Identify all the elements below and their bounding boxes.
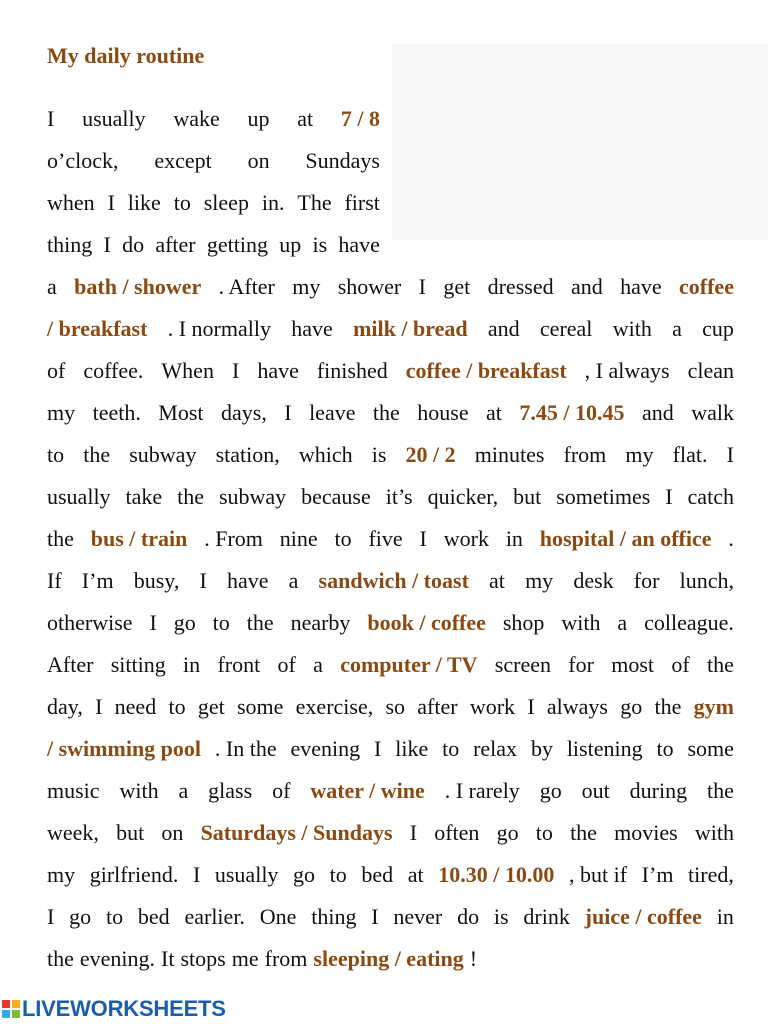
answer-option[interactable]: book / coffee: [367, 610, 486, 635]
text-word: I’m: [81, 568, 114, 593]
text-word: coffee.: [83, 358, 144, 383]
text-word: my: [625, 442, 654, 467]
text-word: flat.: [672, 442, 708, 467]
answer-option[interactable]: bus / train: [90, 526, 188, 551]
text-word: cereal: [539, 316, 593, 341]
text-word: I: [418, 274, 426, 299]
text-word: tired,: [688, 862, 734, 887]
text-word: in: [183, 652, 201, 677]
text-word: shop: [502, 610, 545, 635]
text-word: usually: [82, 106, 146, 131]
text-word: When: [161, 358, 214, 383]
text-word: get: [197, 694, 225, 719]
text-word: sometimes: [556, 484, 651, 509]
text-word: take: [125, 484, 163, 509]
answer-option[interactable]: 20 / 2: [405, 442, 456, 467]
text-word: I: [47, 904, 55, 929]
text-word: Sundays: [305, 148, 380, 173]
text-word: to: [47, 442, 65, 467]
text-line: [47, 103, 380, 135]
text-word: the: [654, 694, 682, 719]
text-word: colleague.: [644, 610, 734, 635]
text-line: [47, 565, 734, 597]
text-word: otherwise: [47, 610, 133, 635]
text-word: for: [568, 652, 594, 677]
text-word: nine: [279, 526, 318, 551]
text-word: listening: [566, 736, 643, 761]
text-word: with: [119, 778, 159, 803]
text-word: with: [694, 820, 734, 845]
text-word: at: [486, 400, 502, 425]
text-word: at: [407, 862, 424, 887]
text-word: glass: [208, 778, 253, 803]
text-word: the: [83, 442, 111, 467]
text-line: [47, 775, 734, 807]
text-word: my: [47, 862, 76, 887]
text-word: to: [168, 694, 186, 719]
text-word: the: [246, 610, 274, 635]
text-word: bed: [361, 862, 394, 887]
text-word: . I rarely: [444, 778, 520, 803]
text-word: I: [47, 106, 55, 131]
text-word: The: [297, 190, 332, 215]
text-word: have: [338, 232, 380, 257]
text-line: [47, 817, 734, 849]
answer-option[interactable]: / swimming pool: [47, 736, 202, 761]
text-word: I: [371, 904, 379, 929]
text-word: station,: [215, 442, 280, 467]
text-word: subway: [218, 484, 287, 509]
image-placeholder-box: [392, 44, 768, 240]
text-word: desk: [573, 568, 614, 593]
text-word: dressed: [487, 274, 554, 299]
text-word: I: [231, 358, 240, 383]
logo-icon: [2, 1000, 20, 1018]
text-word: girlfriend.: [89, 862, 179, 887]
text-word: with: [561, 610, 601, 635]
text-word: days,: [221, 400, 267, 425]
text-word: drink: [523, 904, 570, 929]
text-word: week,: [47, 820, 99, 845]
text-word: except: [154, 148, 212, 173]
text-word: the: [706, 652, 734, 677]
text-line: [47, 481, 734, 513]
text-word: I: [107, 190, 115, 215]
text-word: have: [226, 568, 269, 593]
text-line: [47, 271, 734, 303]
text-word: a: [313, 652, 323, 677]
text-word: go: [293, 862, 316, 887]
text-word: nearby: [290, 610, 351, 635]
text-word: but: [513, 484, 542, 509]
text-word: up: [247, 106, 270, 131]
text-word: the: [47, 946, 74, 971]
text-word: o’clock,: [47, 148, 119, 173]
text-word: the: [47, 526, 74, 551]
text-word: the: [177, 484, 205, 509]
text-word: of: [277, 652, 296, 677]
answer-option[interactable]: 7 / 8: [340, 106, 380, 131]
text-word: .: [728, 526, 734, 551]
text-word: out: [581, 778, 610, 803]
answer-option[interactable]: / breakfast: [47, 316, 148, 341]
text-word: thing: [311, 904, 357, 929]
text-word: a: [617, 610, 628, 635]
answer-option[interactable]: hospital / an office: [539, 526, 712, 551]
text-word: I: [149, 610, 157, 635]
text-word: after: [155, 232, 196, 257]
text-word: need: [114, 694, 157, 719]
answer-option[interactable]: gym: [693, 694, 734, 719]
text-word: getting: [206, 232, 268, 257]
text-word: bed: [137, 904, 170, 929]
text-word: is: [493, 904, 509, 929]
text-word: leave: [309, 400, 356, 425]
text-word: of: [47, 358, 66, 383]
text-line: [47, 733, 734, 765]
text-word: for: [633, 568, 660, 593]
text-word: in.: [261, 190, 285, 215]
answer-option[interactable]: water / wine: [310, 778, 425, 803]
text-word: relax: [473, 736, 518, 761]
text-word: the: [707, 778, 734, 803]
text-word: at: [489, 568, 505, 593]
text-line: [47, 355, 734, 387]
text-word: first: [344, 190, 380, 215]
answer-option[interactable]: 7.45 / 10.45: [519, 400, 625, 425]
text-word: a: [288, 568, 299, 593]
text-word: I: [409, 820, 418, 845]
text-word: at: [297, 106, 314, 131]
text-word: during: [629, 778, 688, 803]
text-line: [47, 145, 380, 177]
text-line: [47, 187, 380, 219]
text-word: with: [612, 316, 652, 341]
text-word: in: [505, 526, 523, 551]
text-word: Most: [158, 400, 204, 425]
text-word: the: [570, 820, 597, 845]
text-word: go: [69, 904, 92, 929]
text-word: have: [257, 358, 299, 383]
text-word: go: [620, 694, 643, 719]
text-word: five: [368, 526, 403, 551]
text-word: subway: [129, 442, 197, 467]
text-word: I: [527, 694, 535, 719]
text-word: quicker,: [427, 484, 499, 509]
text-word: the: [372, 400, 400, 425]
text-word: have: [291, 316, 333, 341]
text-word: to: [105, 904, 124, 929]
text-word: exercise,: [295, 694, 374, 719]
text-word: I: [95, 694, 103, 719]
text-word: house: [417, 400, 469, 425]
text-word: go: [496, 820, 519, 845]
text-word: I: [192, 862, 201, 887]
text-word: . From: [204, 526, 263, 551]
text-word: shower: [337, 274, 402, 299]
text-word: my: [292, 274, 321, 299]
page-title: My daily routine: [47, 43, 205, 68]
text-word: never: [393, 904, 443, 929]
text-word: from: [264, 946, 308, 971]
text-word: cup: [702, 316, 734, 341]
text-word: stops: [180, 946, 226, 971]
text-word: go: [539, 778, 562, 803]
text-word: sleep: [203, 190, 249, 215]
text-word: and: [570, 274, 603, 299]
text-word: screen: [494, 652, 551, 677]
text-word: movies: [614, 820, 678, 845]
text-word: to: [329, 862, 347, 887]
logo-text: LIVEWORKSHEETS: [22, 996, 226, 1021]
text-word: my: [525, 568, 554, 593]
text-word: often: [434, 820, 480, 845]
text-word: work: [443, 526, 489, 551]
answer-option[interactable]: bath / shower: [74, 274, 202, 299]
text-word: most: [611, 652, 655, 677]
text-word: when: [47, 190, 95, 215]
text-word: It: [161, 946, 175, 971]
text-word: , but if: [569, 862, 628, 887]
text-word: have: [620, 274, 662, 299]
text-word: !: [469, 946, 478, 971]
text-word: to: [334, 526, 352, 551]
text-word: usually: [47, 484, 111, 509]
text-word: of: [272, 778, 291, 803]
text-word: in: [716, 904, 734, 929]
text-word: sitting: [110, 652, 166, 677]
answer-option[interactable]: milk / bread: [353, 316, 468, 341]
text-word: I: [199, 568, 207, 593]
text-word: a: [47, 274, 57, 299]
text-word: , I always: [584, 358, 670, 383]
text-word: teeth.: [92, 400, 141, 425]
answer-option[interactable]: 10.30 / 10.00: [438, 862, 555, 887]
text-line: [47, 607, 734, 639]
text-word: I: [284, 400, 292, 425]
text-word: some: [687, 736, 734, 761]
text-word: . In the: [214, 736, 277, 761]
text-word: earlier.: [184, 904, 245, 929]
text-word: to: [656, 736, 674, 761]
answer-option[interactable]: juice / coffee: [584, 904, 702, 929]
text-word: wake: [173, 106, 220, 131]
text-word: and: [487, 316, 520, 341]
text-word: my: [47, 400, 76, 425]
text-word: . After: [218, 274, 275, 299]
text-word: One: [259, 904, 297, 929]
text-word: is: [371, 442, 387, 467]
answer-option[interactable]: coffee / breakfast: [405, 358, 567, 383]
text-word: of: [671, 652, 690, 677]
text-word: I: [419, 526, 427, 551]
text-word: After: [47, 652, 94, 677]
text-word: so: [385, 694, 406, 719]
text-word: to: [442, 736, 460, 761]
text-word: to: [535, 820, 553, 845]
text-word: like: [395, 736, 429, 761]
text-word: I: [374, 736, 382, 761]
text-word: to: [173, 190, 191, 215]
text-word: lunch,: [679, 568, 734, 593]
text-word: I: [665, 484, 673, 509]
text-word: after: [417, 694, 458, 719]
text-word: from: [563, 442, 607, 467]
text-word: busy,: [133, 568, 180, 593]
text-line: [47, 901, 734, 933]
text-line: [47, 397, 734, 429]
text-word: minutes: [474, 442, 545, 467]
text-word: finished: [316, 358, 388, 383]
text-line: [47, 943, 734, 975]
text-word: because: [301, 484, 371, 509]
text-word: evening: [290, 736, 361, 761]
text-word: get: [443, 274, 471, 299]
answer-option[interactable]: sandwich / toast: [318, 568, 469, 593]
liveworksheets-logo: [2, 994, 226, 1024]
text-word: always: [546, 694, 608, 719]
text-word: . I normally: [167, 316, 271, 341]
text-word: clean: [687, 358, 734, 383]
text-word: I: [103, 232, 111, 257]
text-word: I’m: [641, 862, 674, 887]
text-line: [47, 439, 734, 471]
text-word: usually: [214, 862, 279, 887]
text-word: catch: [687, 484, 734, 509]
text-word: a: [178, 778, 189, 803]
text-word: do: [122, 232, 145, 257]
text-word: is: [312, 232, 328, 257]
text-word: go: [173, 610, 196, 635]
answer-option[interactable]: coffee: [679, 274, 734, 299]
text-word: If: [47, 568, 62, 593]
text-line: [47, 691, 734, 723]
text-line: [47, 523, 734, 555]
text-word: walk: [691, 400, 734, 425]
text-word: thing: [47, 232, 93, 257]
text-word: day,: [47, 694, 83, 719]
text-word: work: [469, 694, 516, 719]
answer-option[interactable]: sleeping / eating: [313, 946, 464, 971]
text-word: do: [457, 904, 480, 929]
text-word: it’s: [385, 484, 413, 509]
text-word: I: [726, 442, 734, 467]
text-word: up: [279, 232, 302, 257]
text-word: on: [161, 820, 184, 845]
text-word: to: [212, 610, 230, 635]
text-line: [47, 313, 734, 345]
answer-option[interactable]: Saturdays / Sundays: [200, 820, 393, 845]
text-word: me: [231, 946, 259, 971]
text-word: and: [641, 400, 674, 425]
text-word: like: [127, 190, 161, 215]
text-word: a: [672, 316, 682, 341]
text-line: [47, 859, 734, 891]
text-word: but: [116, 820, 145, 845]
text-word: some: [236, 694, 284, 719]
text-word: by: [530, 736, 553, 761]
text-word: music: [47, 778, 100, 803]
answer-option[interactable]: computer / TV: [340, 652, 478, 677]
text-word: on: [247, 148, 270, 173]
text-word: which: [298, 442, 353, 467]
text-word: evening.: [79, 946, 156, 971]
text-word: front: [217, 652, 261, 677]
text-line: [47, 649, 734, 681]
text-line: [47, 229, 380, 261]
